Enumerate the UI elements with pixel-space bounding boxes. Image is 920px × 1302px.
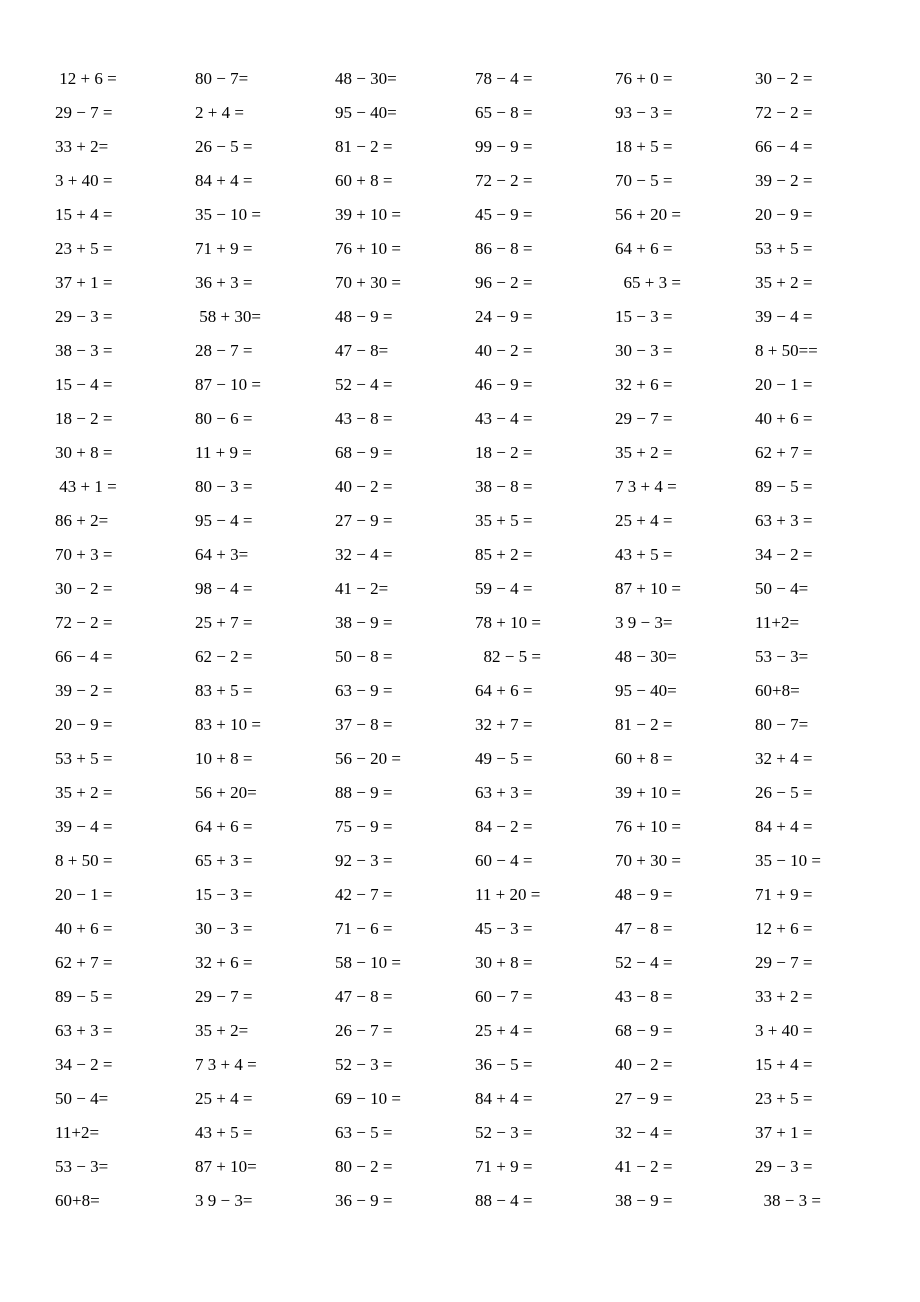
- math-problem: 2 + 4 =: [195, 103, 244, 122]
- math-problem: 35 + 2=: [195, 1021, 249, 1040]
- problem-row: [55, 708, 885, 742]
- math-problem: 52 − 4 =: [335, 375, 393, 394]
- math-problem: 82 − 5 =: [475, 647, 541, 666]
- math-problem: 39 + 10 =: [615, 783, 681, 802]
- math-problem: 36 − 5 =: [475, 1055, 533, 1074]
- math-problem: 32 + 7 =: [475, 715, 533, 734]
- arithmetic-worksheet: [55, 62, 885, 1218]
- math-problem: 32 + 4 =: [755, 749, 813, 768]
- problem-row: [55, 742, 885, 776]
- math-problem: 12 + 6 =: [55, 69, 117, 88]
- math-problem: 95 − 40=: [335, 103, 397, 122]
- math-problem: 46 − 9 =: [475, 375, 533, 394]
- math-problem: 10 + 8 =: [195, 749, 253, 768]
- math-problem: 15 − 3 =: [195, 885, 253, 904]
- math-problem: 87 − 10 =: [195, 375, 261, 394]
- math-problem: 64 + 6 =: [615, 239, 673, 258]
- math-problem: 60 − 4 =: [475, 851, 533, 870]
- math-problem: 93 − 3 =: [615, 103, 673, 122]
- problem-row: [55, 130, 885, 164]
- math-problem: 48 − 9 =: [615, 885, 673, 904]
- math-problem: 98 − 4 =: [195, 579, 253, 598]
- math-problem: 39 − 4 =: [55, 817, 113, 836]
- math-problem: 92 − 3 =: [335, 851, 393, 870]
- problem-row: [55, 1048, 885, 1082]
- math-problem: 32 − 4 =: [615, 1123, 673, 1142]
- problem-row: [55, 946, 885, 980]
- math-problem: 12 + 6 =: [755, 919, 813, 938]
- math-problem: 30 + 8 =: [475, 953, 533, 972]
- math-problem: 40 − 2 =: [335, 477, 393, 496]
- math-problem: 47 − 8 =: [335, 987, 393, 1006]
- math-problem: 64 + 3=: [195, 545, 249, 564]
- math-problem: 36 − 9 =: [335, 1191, 393, 1210]
- math-problem: 52 − 3 =: [475, 1123, 533, 1142]
- math-problem: 62 − 2 =: [195, 647, 253, 666]
- problem-row: [55, 878, 885, 912]
- problem-row: [55, 470, 885, 504]
- math-problem: 38 − 8 =: [475, 477, 533, 496]
- math-problem: 39 − 2 =: [755, 171, 813, 190]
- math-problem: 43 − 8 =: [335, 409, 393, 428]
- math-problem: 35 + 2 =: [55, 783, 113, 802]
- math-problem: 32 + 6 =: [615, 375, 673, 394]
- math-problem: 49 − 5 =: [475, 749, 533, 768]
- problem-row: [55, 368, 885, 402]
- math-problem: 64 + 6 =: [195, 817, 253, 836]
- math-problem: 60 + 8 =: [615, 749, 673, 768]
- math-problem: 34 − 2 =: [755, 545, 813, 564]
- math-problem: 32 + 6 =: [195, 953, 253, 972]
- math-problem: 37 − 8 =: [335, 715, 393, 734]
- math-problem: 41 − 2 =: [615, 1157, 673, 1176]
- math-problem: 56 + 20=: [195, 783, 257, 802]
- math-problem: 60 − 7 =: [475, 987, 533, 1006]
- problem-row: [55, 980, 885, 1014]
- math-problem: 38 − 3 =: [755, 1191, 821, 1210]
- math-problem: 95 − 40=: [615, 681, 677, 700]
- math-problem: 53 + 5 =: [55, 749, 113, 768]
- math-problem: 52 − 3 =: [335, 1055, 393, 1074]
- math-problem: 63 − 5 =: [335, 1123, 393, 1142]
- math-problem: 65 + 3 =: [615, 273, 681, 292]
- math-problem: 48 − 9 =: [335, 307, 393, 326]
- math-problem: 70 − 5 =: [615, 171, 673, 190]
- math-problem: 3 + 40 =: [55, 171, 113, 190]
- math-problem: 15 + 4 =: [55, 205, 113, 224]
- math-problem: 25 + 4 =: [195, 1089, 253, 1108]
- math-problem: 66 − 4 =: [755, 137, 813, 156]
- problem-row: [55, 1082, 885, 1116]
- math-problem: 40 + 6 =: [755, 409, 813, 428]
- math-problem: 29 − 7 =: [195, 987, 253, 1006]
- math-problem: 18 + 5 =: [615, 137, 673, 156]
- math-problem: 71 + 9 =: [755, 885, 813, 904]
- math-problem: 48 − 30=: [615, 647, 677, 666]
- math-problem: 27 − 9 =: [335, 511, 393, 530]
- math-problem: 35 − 10 =: [755, 851, 821, 870]
- problem-row: [55, 810, 885, 844]
- math-problem: 38 − 9 =: [335, 613, 393, 632]
- problem-row: [55, 674, 885, 708]
- problem-row: [55, 504, 885, 538]
- math-problem: 71 − 6 =: [335, 919, 393, 938]
- problem-row: [55, 232, 885, 266]
- math-problem: 84 + 4 =: [755, 817, 813, 836]
- math-problem: 40 − 2 =: [615, 1055, 673, 1074]
- math-problem: 78 + 10 =: [475, 613, 541, 632]
- math-problem: 80 − 3 =: [195, 477, 253, 496]
- math-problem: 11+2=: [55, 1123, 100, 1142]
- math-problem: 36 + 3 =: [195, 273, 253, 292]
- math-problem: 96 − 2 =: [475, 273, 533, 292]
- math-problem: 50 − 4=: [55, 1089, 109, 1108]
- problem-row: [55, 96, 885, 130]
- problem-row: [55, 1184, 885, 1218]
- math-problem: 47 − 8=: [335, 341, 389, 360]
- math-problem: 80 − 7=: [195, 69, 249, 88]
- math-problem: 58 + 30=: [195, 307, 261, 326]
- math-problem: 75 − 9 =: [335, 817, 393, 836]
- math-problem: 68 − 9 =: [615, 1021, 673, 1040]
- problem-row: [55, 844, 885, 878]
- problem-row: [55, 912, 885, 946]
- math-problem: 37 + 1 =: [55, 273, 113, 292]
- math-problem: 26 − 5 =: [755, 783, 813, 802]
- math-problem: 39 − 2 =: [55, 681, 113, 700]
- problem-row: [55, 1150, 885, 1184]
- math-problem: 38 − 9 =: [615, 1191, 673, 1210]
- math-problem: 32 − 4 =: [335, 545, 393, 564]
- problem-row: [55, 776, 885, 810]
- math-problem: 86 − 8 =: [475, 239, 533, 258]
- math-problem: 29 − 3 =: [755, 1157, 813, 1176]
- math-problem: 76 + 10 =: [335, 239, 401, 258]
- math-problem: 87 + 10=: [195, 1157, 257, 1176]
- math-problem: 20 − 9 =: [55, 715, 113, 734]
- math-problem: 39 + 10 =: [335, 205, 401, 224]
- math-problem: 11 + 20 =: [475, 885, 541, 904]
- math-problem: 15 + 4 =: [755, 1055, 813, 1074]
- problem-row: [55, 538, 885, 572]
- math-problem: 50 − 4=: [755, 579, 809, 598]
- math-problem: 11 + 9 =: [195, 443, 252, 462]
- math-problem: 80 − 6 =: [195, 409, 253, 428]
- math-problem: 29 − 7 =: [755, 953, 813, 972]
- math-problem: 81 − 2 =: [335, 137, 393, 156]
- math-problem: 59 − 4 =: [475, 579, 533, 598]
- math-problem: 27 − 9 =: [615, 1089, 673, 1108]
- math-problem: 3 9 − 3=: [615, 613, 673, 632]
- math-problem: 35 + 2 =: [615, 443, 673, 462]
- math-problem: 84 − 2 =: [475, 817, 533, 836]
- math-problem: 41 − 2=: [335, 579, 389, 598]
- math-problem: 83 + 10 =: [195, 715, 261, 734]
- math-problem: 25 + 4 =: [475, 1021, 533, 1040]
- math-problem: 30 − 2 =: [755, 69, 813, 88]
- math-problem: 70 + 30 =: [615, 851, 681, 870]
- problem-row: [55, 572, 885, 606]
- math-problem: 53 + 5 =: [755, 239, 813, 258]
- math-problem: 89 − 5 =: [755, 477, 813, 496]
- math-problem: 43 − 4 =: [475, 409, 533, 428]
- math-problem: 60+8=: [755, 681, 800, 700]
- math-problem: 40 − 2 =: [475, 341, 533, 360]
- math-problem: 8 + 50 =: [55, 851, 113, 870]
- math-problem: 28 − 7 =: [195, 341, 253, 360]
- math-problem: 35 + 2 =: [755, 273, 813, 292]
- math-problem: 7 3 + 4 =: [195, 1055, 257, 1074]
- math-problem: 30 + 8 =: [55, 443, 113, 462]
- math-problem: 72 − 2 =: [755, 103, 813, 122]
- math-problem: 86 + 2=: [55, 511, 109, 530]
- math-problem: 20 − 9 =: [755, 205, 813, 224]
- math-problem: 68 − 9 =: [335, 443, 393, 462]
- math-problem: 15 − 3 =: [615, 307, 673, 326]
- math-problem: 3 + 40 =: [755, 1021, 813, 1040]
- problem-row: [55, 1116, 885, 1150]
- math-problem: 95 − 4 =: [195, 511, 253, 530]
- math-problem: 63 + 3 =: [475, 783, 533, 802]
- math-problem: 15 − 4 =: [55, 375, 113, 394]
- math-problem: 66 − 4 =: [55, 647, 113, 666]
- math-problem: 29 − 7 =: [615, 409, 673, 428]
- math-problem: 70 + 3 =: [55, 545, 113, 564]
- math-problem: 71 + 9 =: [195, 239, 253, 258]
- math-problem: 88 − 9 =: [335, 783, 393, 802]
- math-problem: 81 − 2 =: [615, 715, 673, 734]
- math-problem: 18 − 2 =: [475, 443, 533, 462]
- math-problem: 72 − 2 =: [55, 613, 113, 632]
- math-problem: 56 + 20 =: [615, 205, 681, 224]
- math-problem: 25 + 7 =: [195, 613, 253, 632]
- problem-row: [55, 164, 885, 198]
- math-problem: 47 − 8 =: [615, 919, 673, 938]
- math-problem: 63 + 3 =: [55, 1021, 113, 1040]
- math-problem: 76 + 10 =: [615, 817, 681, 836]
- problem-row: [55, 334, 885, 368]
- math-problem: 65 + 3 =: [195, 851, 253, 870]
- math-problem: 56 − 20 =: [335, 749, 401, 768]
- math-problem: 34 − 2 =: [55, 1055, 113, 1074]
- problem-row: [55, 640, 885, 674]
- math-problem: 80 − 2 =: [335, 1157, 393, 1176]
- math-problem: 63 − 9 =: [335, 681, 393, 700]
- problem-row: [55, 266, 885, 300]
- math-problem: 60 + 8 =: [335, 171, 393, 190]
- math-problem: 62 + 7 =: [55, 953, 113, 972]
- math-problem: 89 − 5 =: [55, 987, 113, 1006]
- problem-row: [55, 606, 885, 640]
- math-problem: 63 + 3 =: [755, 511, 813, 530]
- math-problem: 58 − 10 =: [335, 953, 401, 972]
- math-problem: 70 + 30 =: [335, 273, 401, 292]
- math-problem: 53 − 3=: [755, 647, 809, 666]
- math-problem: 85 + 2 =: [475, 545, 533, 564]
- math-problem: 43 + 5 =: [195, 1123, 253, 1142]
- math-problem: 88 − 4 =: [475, 1191, 533, 1210]
- problem-row: [55, 198, 885, 232]
- math-problem: 80 − 7=: [755, 715, 809, 734]
- math-problem: 43 + 1 =: [55, 477, 117, 496]
- math-problem: 64 + 6 =: [475, 681, 533, 700]
- problem-row: [55, 62, 885, 96]
- problem-row: [55, 402, 885, 436]
- math-problem: 26 − 5 =: [195, 137, 253, 156]
- math-problem: 48 − 30=: [335, 69, 397, 88]
- math-problem: 60+8=: [55, 1191, 100, 1210]
- math-problem: 20 − 1 =: [755, 375, 813, 394]
- math-problem: 3 9 − 3=: [195, 1191, 253, 1210]
- math-problem: 37 + 1 =: [755, 1123, 813, 1142]
- math-problem: 29 − 7 =: [55, 103, 113, 122]
- math-problem: 38 − 3 =: [55, 341, 113, 360]
- problem-row: [55, 300, 885, 334]
- math-problem: 78 − 4 =: [475, 69, 533, 88]
- math-problem: 84 + 4 =: [475, 1089, 533, 1108]
- math-problem: 7 3 + 4 =: [615, 477, 677, 496]
- math-problem: 50 − 8 =: [335, 647, 393, 666]
- problem-row: [55, 1014, 885, 1048]
- math-problem: 18 − 2 =: [55, 409, 113, 428]
- math-problem: 39 − 4 =: [755, 307, 813, 326]
- math-problem: 65 − 8 =: [475, 103, 533, 122]
- math-problem: 72 − 2 =: [475, 171, 533, 190]
- math-problem: 30 − 3 =: [195, 919, 253, 938]
- math-problem: 23 + 5 =: [755, 1089, 813, 1108]
- math-problem: 42 − 7 =: [335, 885, 393, 904]
- math-problem: 33 + 2=: [55, 137, 109, 156]
- math-problem: 30 − 3 =: [615, 341, 673, 360]
- math-problem: 20 − 1 =: [55, 885, 113, 904]
- math-problem: 30 − 2 =: [55, 579, 113, 598]
- math-problem: 35 − 10 =: [195, 205, 261, 224]
- math-problem: 71 + 9 =: [475, 1157, 533, 1176]
- math-problem: 99 − 9 =: [475, 137, 533, 156]
- math-problem: 43 − 8 =: [615, 987, 673, 1006]
- math-problem: 53 − 3=: [55, 1157, 109, 1176]
- math-problem: 84 + 4 =: [195, 171, 253, 190]
- math-problem: 33 + 2 =: [755, 987, 813, 1006]
- math-problem: 25 + 4 =: [615, 511, 673, 530]
- math-problem: 87 + 10 =: [615, 579, 681, 598]
- math-problem: 43 + 5 =: [615, 545, 673, 564]
- math-problem: 45 − 3 =: [475, 919, 533, 938]
- math-problem: 62 + 7 =: [755, 443, 813, 462]
- math-problem: 45 − 9 =: [475, 205, 533, 224]
- math-problem: 83 + 5 =: [195, 681, 253, 700]
- math-problem: 76 + 0 =: [615, 69, 673, 88]
- math-problem: 8 + 50==: [755, 341, 818, 360]
- math-problem: 23 + 5 =: [55, 239, 113, 258]
- math-problem: 11+2=: [755, 613, 800, 632]
- problem-row: [55, 436, 885, 470]
- math-problem: 52 − 4 =: [615, 953, 673, 972]
- math-problem: 40 + 6 =: [55, 919, 113, 938]
- math-problem: 69 − 10 =: [335, 1089, 401, 1108]
- math-problem: 26 − 7 =: [335, 1021, 393, 1040]
- math-problem: 24 − 9 =: [475, 307, 533, 326]
- math-problem: 29 − 3 =: [55, 307, 113, 326]
- math-problem: 35 + 5 =: [475, 511, 533, 530]
